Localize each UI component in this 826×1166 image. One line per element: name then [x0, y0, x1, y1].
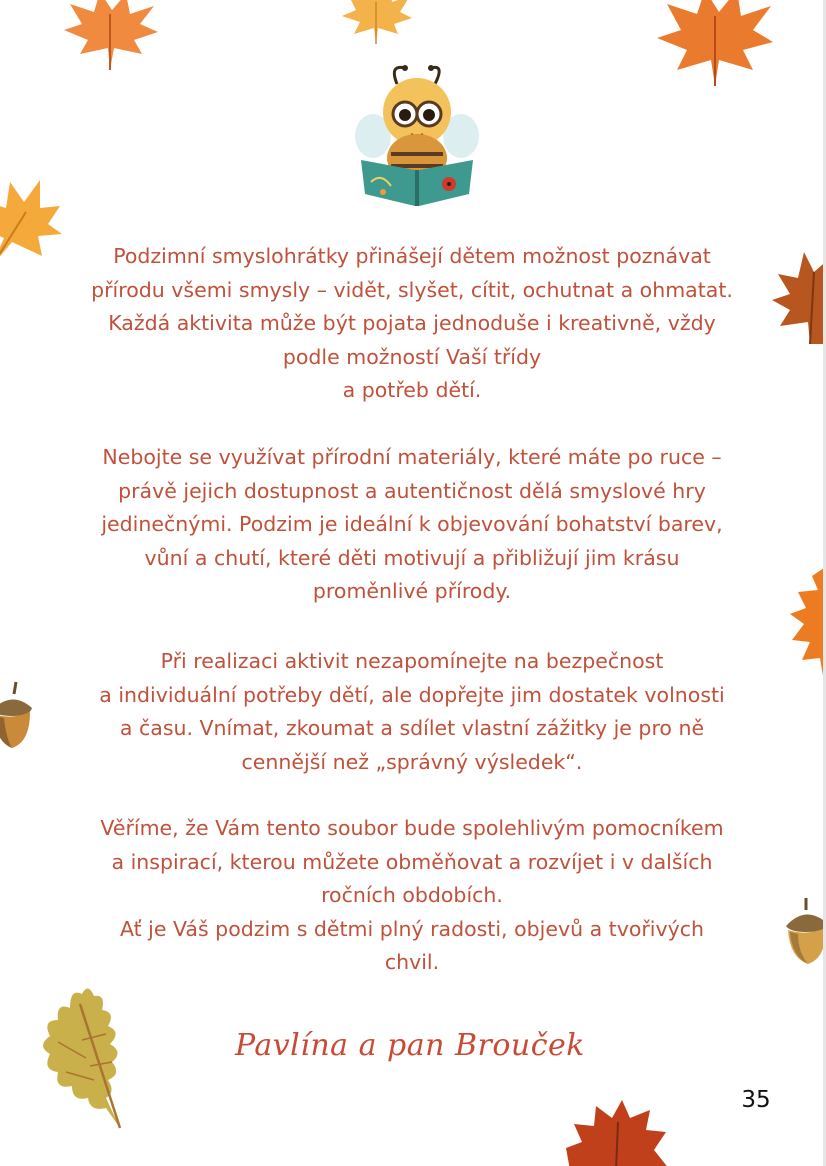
- text-line: a času. Vnímat, zkoumat a sdílet vlastní zážitky je pro ně: [119, 716, 705, 740]
- text-line: Podzimní smyslohrátky přinášejí dětem možnost poznávat: [113, 244, 711, 268]
- text-line: jedinečnými. Podzim je ideální k objevování bohatství barev,: [101, 512, 723, 536]
- text-line: přírodu všemi smysly – vidět, slyšet, cítit, ochutnat a ohmatat.: [91, 277, 733, 302]
- maple-leaf-icon: [770, 238, 826, 346]
- text-line: Nebojte se využívat přírodní materiály, které máte po ruce –: [102, 445, 722, 469]
- materials-paragraph: [62, 441, 762, 609]
- text-line: chvil.: [384, 950, 440, 974]
- signature: Pavlína a pan Brouček: [235, 1028, 585, 1063]
- text-line: ročních obdobích.: [321, 883, 503, 907]
- bee-reading-book-icon: [355, 62, 479, 208]
- text-line: právě jejich dostupnost a autentičnost dělá smyslové hry: [118, 478, 706, 503]
- acorn-icon: [784, 896, 826, 966]
- oak-leaf-icon: [560, 1100, 672, 1166]
- oak-leaf-icon: [36, 980, 128, 1130]
- text-line: a potřeb dětí.: [342, 378, 482, 402]
- intro-paragraph: [62, 240, 762, 408]
- text-line: Každá aktivita může být pojata jednoduše i kreativně, vždy: [108, 311, 716, 335]
- maple-leaf-icon: [60, 0, 160, 72]
- closing-paragraph: [62, 812, 762, 980]
- text-line: cennější než „správný výsledek“.: [241, 749, 583, 774]
- text-line: podle možností Vaší třídy: [282, 344, 542, 369]
- maple-leaf-icon: [0, 172, 62, 268]
- text-line: Ať je Váš podzim s dětmi plný radosti, objevů a tvořivých: [119, 916, 705, 941]
- page-number: 35: [741, 1087, 771, 1113]
- acorn-icon: [0, 680, 34, 750]
- maple-leaf-icon: [788, 562, 826, 686]
- text-line: vůní a chutí, které děti motivují a přibližují jim krásu: [144, 545, 680, 570]
- text-line: a individuální potřeby dětí, ale dopřejte jim dostatek volnosti: [99, 682, 725, 707]
- text-line: Věříme, že Vám tento soubor bude spolehlivým pomocníkem: [100, 816, 724, 840]
- text-line: Při realizaci aktivit nezapomínejte na bezpečnost: [160, 649, 664, 673]
- text-line: proměnlivé přírody.: [312, 579, 512, 603]
- safety-paragraph: [62, 645, 762, 779]
- maple-leaf-icon: [340, 0, 412, 46]
- text-line: a inspirací, kterou můžete obměňovat a rozvíjet i v dalších: [111, 849, 713, 874]
- maple-leaf-icon: [655, 0, 773, 88]
